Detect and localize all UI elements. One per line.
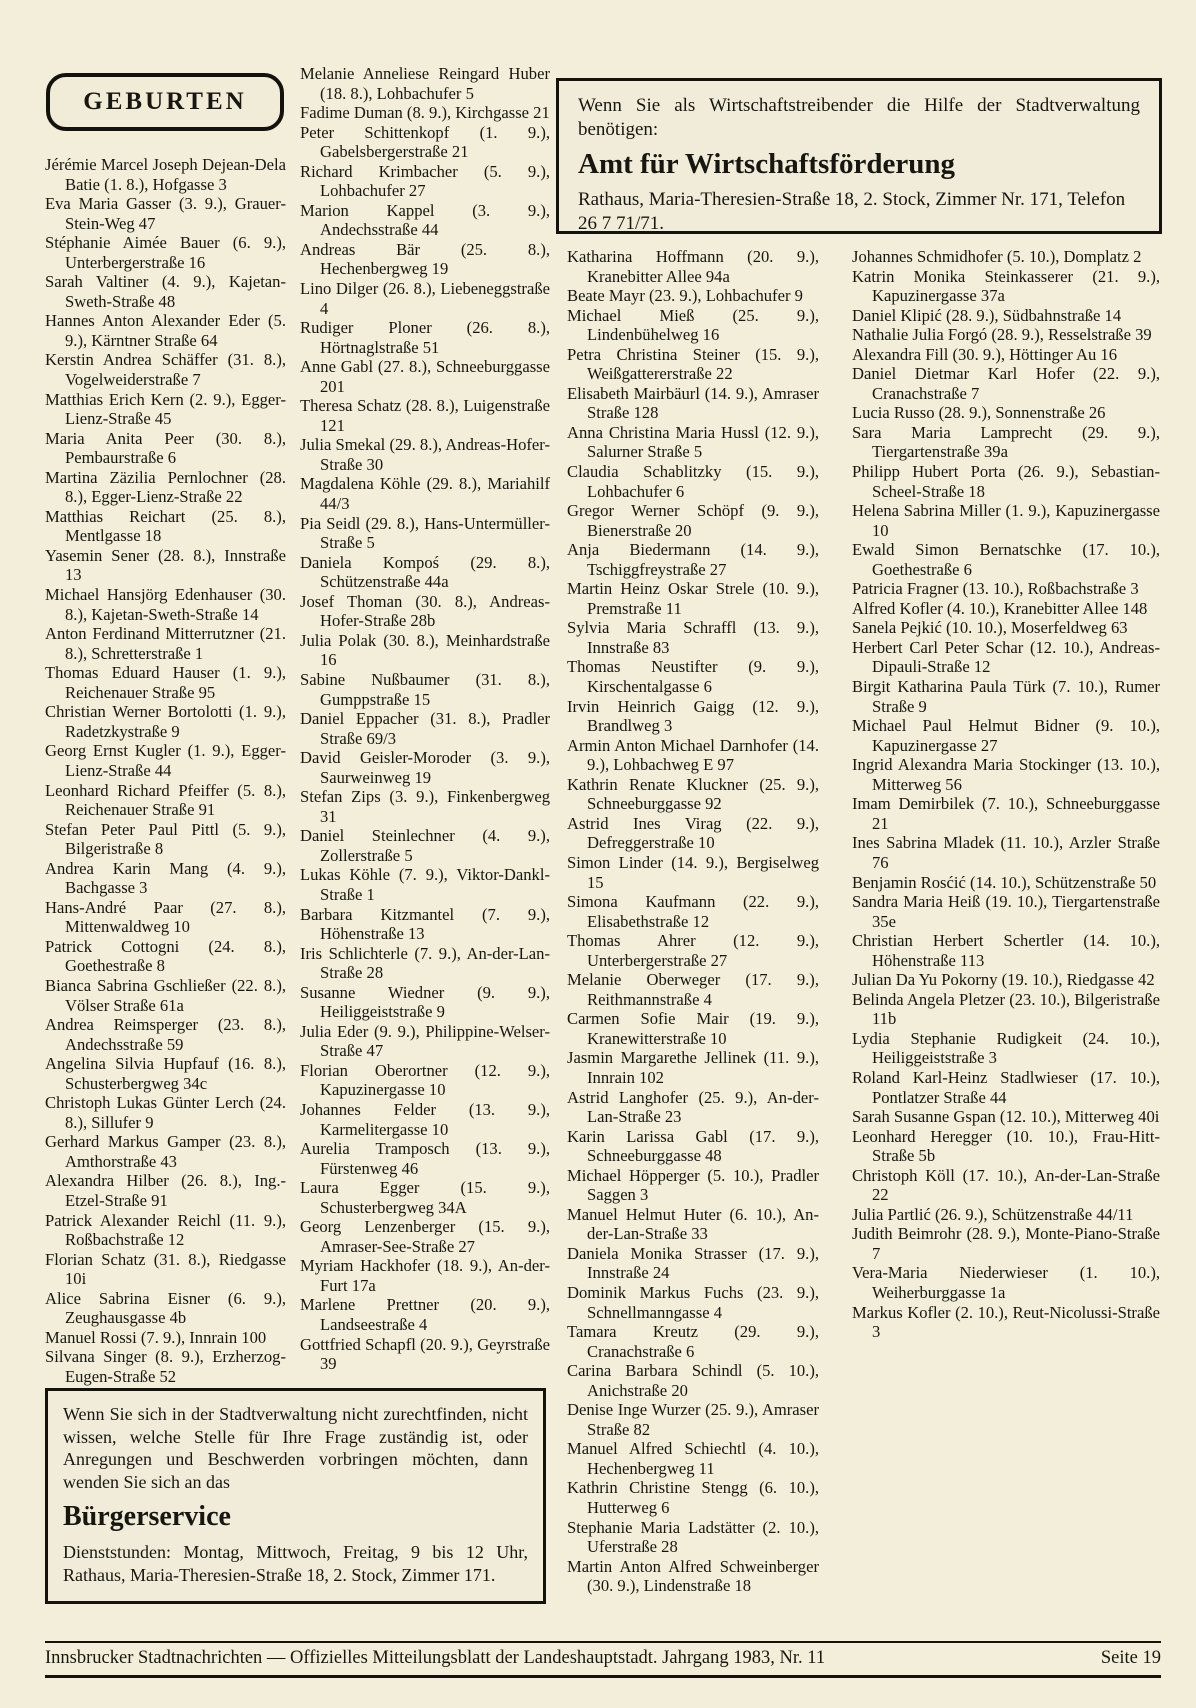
birth-entry: Eva Maria Gasser (3. 9.), Grauer-Stein-Weg 47: [45, 194, 286, 233]
birth-entry: Daniela Kompoś (29. 8.), Schützenstraße 44a: [300, 552, 550, 592]
birth-entry: Matthias Erich Kern (2. 9.), Egger-Lienz-Straße 45: [45, 389, 286, 429]
birth-entry: Gregor Werner Schöpf (9. 9.), Bienerstraße 20: [567, 501, 819, 540]
birth-entry: Bianca Sabrina Gschließer (22. 8.), Völser Straße 61a: [45, 975, 286, 1015]
birth-entry: Imam Demirbilek (7. 10.), Schneeburggasse 21: [852, 794, 1160, 833]
birth-entry: Anton Ferdinand Mitterrutzner (21. 8.), Schretterstraße 1: [45, 624, 286, 663]
birth-entry: Iris Schlichterle (7. 9.), An-der-Lan-Straße 28: [300, 943, 550, 983]
birth-entry: Benjamin Rosćić (14. 10.), Schützenstraße 50: [852, 872, 1157, 892]
birth-entry: Laura Egger (15. 9.), Schusterbergweg 34A: [300, 1178, 550, 1217]
birth-entry: Daniel Klipić (28. 9.), Südbahnstraße 14: [852, 305, 1122, 325]
birth-entry: Anna Christina Maria Hussl (12. 9.), Salurner Straße 5: [567, 422, 819, 462]
birth-entry: Julia Polak (30. 8.), Meinhardstraße 16: [300, 630, 550, 670]
birth-entry: Yasemin Sener (28. 8.), Innstraße 13: [45, 545, 286, 585]
birth-entry: Anja Biedermann (14. 9.), Tschiggfreystraße 27: [567, 540, 819, 579]
birth-entry: Andreas Bär (25. 8.), Hechenbergweg 19: [300, 239, 550, 279]
birth-entry: Nathalie Julia Forgó (28. 9.), Resselstraße 39: [852, 325, 1152, 345]
birth-entry: Simon Linder (14. 9.), Bergiselweg 15: [567, 852, 819, 892]
birth-entry: Matthias Reichart (25. 8.), Mentlgasse 18: [45, 506, 286, 546]
birth-entry: Claudia Schablitzky (15. 9.), Lohbachufer 6: [567, 462, 819, 501]
birth-entry: Patrick Alexander Reichl (11. 9.), Roßbachstraße 12: [45, 1210, 286, 1250]
buergerservice-box: [45, 1388, 546, 1604]
birth-entry: Karin Larissa Gabl (17. 9.), Schneeburggasse 48: [567, 1126, 819, 1166]
birth-entry: Martin Anton Alfred Schweinberger (30. 9.), Lindenstraße 18: [567, 1556, 819, 1596]
birth-entry: Alice Sabrina Eisner (6. 9.), Zeughausgasse 4b: [45, 1288, 286, 1328]
birth-entry: Stefan Peter Paul Pittl (5. 9.), Bilgeristraße 8: [45, 819, 286, 859]
birth-entry: Melanie Oberweger (17. 9.), Reithmannstraße 4: [567, 970, 819, 1009]
birth-entry: Magdalena Köhle (29. 8.), Mariahilf 44/3: [300, 474, 550, 514]
birth-entry: Georg Ernst Kugler (1. 9.), Egger-Lienz-Straße 44: [45, 741, 286, 780]
birth-entry: Michael Paul Helmut Bidner (9. 10.), Kapuzinergasse 27: [852, 716, 1160, 755]
birth-entry: Julia Eder (9. 9.), Philippine-Welser-Straße 47: [300, 1021, 550, 1061]
birth-entry: Andrea Reimsperger (23. 8.), Andechsstraße 59: [45, 1015, 286, 1054]
birth-entry: Michael Höpperger (5. 10.), Pradler Saggen 3: [567, 1165, 819, 1205]
birth-entry: Christian Werner Bortolotti (1. 9.), Radetzkystraße 9: [45, 702, 286, 741]
birth-entry: Lucia Russo (28. 9.), Sonnenstraße 26: [852, 403, 1106, 423]
birth-entry: Peter Schittenkopf (1. 9.), Gabelsbergerstraße 21: [300, 122, 550, 162]
birth-entry: Sandra Maria Heiß (19. 10.), Tiergartenstraße 35e: [852, 892, 1160, 931]
wirtschaftsfoerderung-intro: Wenn Sie als Wirtschaftstreibender die Hilfe der Stadtverwaltung benötigen:: [578, 95, 1140, 140]
birth-entry: Aurelia Tramposch (13. 9.), Fürstenweg 46: [300, 1139, 550, 1178]
birth-entry: Christian Herbert Schertler (14. 10.), Höhenstraße 113: [852, 931, 1160, 970]
birth-entry: Helena Sabrina Miller (1. 9.), Kapuzinergasse 10: [852, 501, 1160, 540]
birth-entry: Myriam Hackhofer (18. 9.), An-der-Furt 17a: [300, 1256, 550, 1295]
birth-entry: Alexandra Hilber (26. 8.), Ing.-Etzel-Straße 91: [45, 1171, 286, 1210]
birth-entry: Thomas Eduard Hauser (1. 9.), Reichenauer Straße 95: [45, 663, 286, 702]
birth-entry: Stéphanie Aimée Bauer (6. 9.), Unterbergerstraße 16: [45, 233, 286, 272]
birth-entry: Josef Thoman (30. 8.), Andreas-Hofer-Straße 28b: [300, 591, 550, 631]
births-column-4: [852, 247, 1160, 1342]
wirtschaftsfoerderung-headline: Amt für Wirtschaftsförderung: [578, 148, 955, 180]
birth-entry: Carmen Sofie Mair (19. 9.), Kranewitterstraße 10: [567, 1009, 819, 1048]
birth-entry: Petra Christina Steiner (15. 9.), Weißgattererstraße 22: [567, 344, 819, 384]
births-column-3: [567, 247, 819, 1596]
birth-entry: Sabine Nußbaumer (31. 8.), Gumppstraße 15: [300, 669, 550, 709]
birth-entry: Sara Maria Lamprecht (29. 9.), Tiergartenstraße 39a: [852, 422, 1160, 462]
birth-entry: Gerhard Markus Gamper (23. 8.), Amthorstraße 43: [45, 1132, 286, 1171]
birth-entry: Susanne Wiedner (9. 9.), Heiliggeiststraße 9: [300, 982, 550, 1022]
birth-entry: Jérémie Marcel Joseph Dejean-Dela Batie (1. 8.), Hofgasse 3: [45, 155, 286, 194]
birth-entry: Andrea Karin Mang (4. 9.), Bachgasse 3: [45, 858, 286, 898]
birth-entry: Beate Mayr (23. 9.), Lohbachufer 9: [567, 286, 803, 306]
birth-entry: Angelina Silvia Hupfauf (16. 8.), Schusterbergweg 34c: [45, 1054, 286, 1093]
page-footer: [45, 1641, 1161, 1678]
birth-entry: Judith Beimrohr (28. 9.), Monte-Piano-Straße 7: [852, 1224, 1160, 1263]
birth-entry: Vera-Maria Niederwieser (1. 10.), Weiherburggasse 1a: [852, 1263, 1160, 1302]
birth-entry: Jasmin Margarethe Jellinek (11. 9.), Innrain 102: [567, 1048, 819, 1087]
birth-entry: Alexandra Fill (30. 9.), Höttinger Au 16: [852, 344, 1117, 364]
birth-entry: Johannes Felder (13. 9.), Karmelitergasse 10: [300, 1099, 550, 1139]
birth-entry: Carina Barbara Schindl (5. 10.), Anichstraße 20: [567, 1361, 819, 1400]
birth-entry: Sarah Susanne Gspan (12. 10.), Mitterweg 40i: [852, 1107, 1160, 1127]
birth-entry: Belinda Angela Pletzer (23. 10.), Bilgeristraße 11b: [852, 989, 1160, 1029]
birth-entry: Marion Kappel (3. 9.), Andechsstraße 44: [300, 200, 550, 240]
birth-entry: Daniela Monika Strasser (17. 9.), Innstraße 24: [567, 1243, 819, 1283]
birth-entry: Melanie Anneliese Reingard Huber (18. 8.), Lohbachufer 5: [300, 64, 550, 103]
birth-entry: Hannes Anton Alexander Eder (5. 9.), Kärntner Straße 64: [45, 311, 286, 350]
birth-entry: Daniel Eppacher (31. 8.), Pradler Straße 69/3: [300, 709, 550, 748]
birth-entry: Lino Dilger (26. 8.), Liebeneggstraße 4: [300, 279, 550, 318]
birth-entry: Martina Zäzilia Pernlochner (28. 8.), Egger-Lienz-Straße 22: [45, 467, 286, 507]
birth-entry: Stefan Zips (3. 9.), Finkenbergweg 31: [300, 787, 550, 826]
birth-entry: Leonhard Heregger (10. 10.), Frau-Hitt-Straße 5b: [852, 1126, 1160, 1166]
wirtschaftsfoerderung-box: [556, 78, 1162, 234]
birth-entry: Manuel Helmut Huter (6. 10.), An-der-Lan-Straße 33: [567, 1204, 819, 1244]
birth-entry: Julia Smekal (29. 8.), Andreas-Hofer-Straße 30: [300, 435, 550, 474]
birth-entry: Christoph Lukas Günter Lerch (24. 8.), Sillufer 9: [45, 1093, 286, 1132]
section-header-geburten: [46, 73, 284, 131]
birth-entry: Denise Inge Wurzer (25. 9.), Amraser Straße 82: [567, 1400, 819, 1439]
birth-entry: Simona Kaufmann (22. 9.), Elisabethstraße 12: [567, 892, 819, 931]
birth-entry: Elisabeth Mairbäurl (14. 9.), Amraser Straße 128: [567, 383, 819, 423]
birth-entry: Lukas Köhle (7. 9.), Viktor-Dankl-Straße 1: [300, 865, 550, 904]
birth-entry: Ewald Simon Bernatschke (17. 10.), Goethestraße 6: [852, 540, 1160, 579]
footer-text: Innsbrucker Stadtnachrichten — Offizielles Mitteilungsblatt der Landeshauptstadt. Jahrgang 1983, Nr. 11: [45, 1648, 826, 1668]
birth-entry: Julian Da Yu Pokorny (19. 10.), Riedgasse 42: [852, 970, 1155, 990]
birth-entry: Patricia Fragner (13. 10.), Roßbachstraße 3: [852, 579, 1139, 599]
birth-entry: Martin Heinz Oskar Strele (10. 9.), Premstraße 11: [567, 579, 819, 618]
section-title: GEBURTEN: [83, 88, 247, 115]
footer-page-number: Seite 19: [1100, 1648, 1161, 1668]
birth-entry: Maria Anita Peer (30. 8.), Pembaurstraße 6: [45, 428, 286, 468]
birth-entry: Christoph Köll (17. 10.), An-der-Lan-Straße 22: [852, 1165, 1160, 1205]
birth-entry: Stephanie Maria Ladstätter (2. 10.), Uferstraße 28: [567, 1517, 819, 1557]
birth-entry: Rudiger Ploner (26. 8.), Hörtnaglstraße 51: [300, 318, 550, 357]
birth-entry: Sylvia Maria Schraffl (13. 9.), Innstraße 83: [567, 618, 819, 657]
birth-entry: Barbara Kitzmantel (7. 9.), Höhenstraße 13: [300, 904, 550, 944]
birth-entry: Kathrin Renate Kluckner (25. 9.), Schneeburggasse 92: [567, 774, 819, 814]
birth-entry: Patrick Cottogni (24. 8.), Goethestraße 8: [45, 936, 286, 976]
birth-entry: Richard Krimbacher (5. 9.), Lohbachufer 27: [300, 161, 550, 201]
birth-entry: Herbert Carl Peter Schar (12. 10.), Andreas-Dipauli-Straße 12: [852, 637, 1160, 677]
birth-entry: Philipp Hubert Porta (26. 9.), Sebastian-Scheel-Straße 18: [852, 462, 1160, 501]
birth-entry: Irvin Heinrich Gaigg (12. 9.), Brandlweg 3: [567, 696, 819, 736]
birth-entry: Katharina Hoffmann (20. 9.), Kranebitter Allee 94a: [567, 247, 819, 286]
birth-entry: Katrin Monika Steinkasserer (21. 9.), Kapuzinergasse 37a: [852, 266, 1160, 306]
buergerservice-headline: Bürgerservice: [63, 1501, 231, 1532]
birth-entry: Alfred Kofler (4. 10.), Kranebitter Allee 148: [852, 598, 1148, 618]
birth-entry: Kathrin Christine Stengg (6. 10.), Hutterweg 6: [567, 1478, 819, 1517]
birth-entry: David Geisler-Moroder (3. 9.), Saurweinweg 19: [300, 748, 550, 787]
birth-entry: Marlene Prettner (20. 9.), Landseestraße 4: [300, 1295, 550, 1334]
birth-entry: Astrid Langhofer (25. 9.), An-der-Lan-Straße 23: [567, 1087, 819, 1127]
birth-entry: Michael Hansjörg Edenhauser (30. 8.), Kajetan-Sweth-Straße 14: [45, 585, 286, 624]
birth-entry: Roland Karl-Heinz Stadlwieser (17. 10.), Pontlatzer Straße 44: [852, 1067, 1160, 1107]
birth-entry: Anne Gabl (27. 8.), Schneeburggasse 201: [300, 357, 550, 396]
birth-entry: Sarah Valtiner (4. 9.), Kajetan-Sweth-Straße 48: [45, 272, 286, 311]
birth-entry: Ingrid Alexandra Maria Stockinger (13. 10.), Mitterweg 56: [852, 755, 1160, 794]
birth-entry: Gottfried Schapfl (20. 9.), Geyrstraße 39: [300, 1334, 550, 1374]
birth-entry: Pia Seidl (29. 8.), Hans-Untermüller-Straße 5: [300, 513, 550, 553]
birth-entry: Michael Mieß (25. 9.), Lindenbühelweg 16: [567, 305, 819, 345]
birth-entry: Kerstin Andrea Schäffer (31. 8.), Vogelweiderstraße 7: [45, 350, 286, 390]
birth-entry: Florian Oberortner (12. 9.), Kapuzinergasse 10: [300, 1060, 550, 1100]
birth-entry: Daniel Steinlechner (4. 9.), Zollerstraße 5: [300, 826, 550, 865]
buergerservice-intro: Wenn Sie sich in der Stadtverwaltung nicht zurechtfinden, nicht wissen, welche Stelle für Ihre Frage zuständig ist, oder Anregungen und Beschwerden vorbringen möchten, dann wenden Sie sich an das: [63, 1404, 528, 1492]
birth-entry: Georg Lenzenberger (15. 9.), Amraser-See-Straße 27: [300, 1217, 550, 1256]
birth-entry: Florian Schatz (31. 8.), Riedgasse 10i: [45, 1249, 286, 1289]
wirtschaftsfoerderung-address: Rathaus, Maria-Theresien-Straße 18, 2. Stock, Zimmer Nr. 171, Telefon 26 7 71/71.: [578, 189, 1126, 234]
births-column-2: [300, 64, 550, 1374]
birth-entry: Silvana Singer (8. 9.), Erzherzog-Eugen-Straße 52: [45, 1347, 286, 1386]
birth-entry: Dominik Markus Fuchs (23. 9.), Schnellmanngasse 4: [567, 1282, 819, 1322]
birth-entry: Armin Anton Michael Darnhofer (14. 9.), Lohbachweg E 97: [567, 735, 819, 775]
birth-entry: Markus Kofler (2. 10.), Reut-Nicolussi-Straße 3: [852, 1302, 1160, 1342]
birth-entry: Manuel Alfred Schiechtl (4. 10.), Hechenbergweg 11: [567, 1439, 819, 1478]
birth-entry: Hans-André Paar (27. 8.), Mittenwaldweg 10: [45, 897, 286, 937]
birth-entry: Thomas Ahrer (12. 9.), Unterbergerstraße 27: [567, 931, 819, 970]
birth-entry: Astrid Ines Virag (22. 9.), Defreggerstraße 10: [567, 813, 819, 853]
birth-entry: Ines Sabrina Mladek (11. 10.), Arzler Straße 76: [852, 833, 1160, 872]
birth-entry: Leonhard Richard Pfeiffer (5. 8.), Reichenauer Straße 91: [45, 780, 286, 820]
birth-entry: Sanela Pejkić (10. 10.), Moserfeldweg 63: [852, 618, 1128, 638]
birth-entry: Theresa Schatz (28. 8.), Luigenstraße 121: [300, 396, 550, 435]
birth-entry: Julia Partlić (26. 9.), Schützenstraße 44/11: [852, 1204, 1134, 1224]
birth-entry: Thomas Neustifter (9. 9.), Kirschentalgasse 6: [567, 657, 819, 697]
birth-entry: Manuel Rossi (7. 9.), Innrain 100: [45, 1327, 267, 1347]
buergerservice-details: Dienststunden: Montag, Mittwoch, Freitag, 9 bis 12 Uhr, Rathaus, Maria-Theresien-Straße 18, 2. Stock, Zimmer 171.: [63, 1542, 528, 1585]
birth-entry: Daniel Dietmar Karl Hofer (22. 9.), Cranachstraße 7: [852, 364, 1160, 403]
birth-entry: Birgit Katharina Paula Türk (7. 10.), Rumer Straße 9: [852, 677, 1160, 716]
birth-entry: Johannes Schmidhofer (5. 10.), Domplatz 2: [852, 247, 1142, 266]
births-column-1: [45, 155, 286, 1386]
birth-entry: Tamara Kreutz (29. 9.), Cranachstraße 6: [567, 1322, 819, 1361]
birth-entry: Fadime Duman (8. 9.), Kirchgasse 21: [300, 103, 550, 123]
birth-entry: Lydia Stephanie Rudigkeit (24. 10.), Heiliggeiststraße 3: [852, 1028, 1160, 1068]
